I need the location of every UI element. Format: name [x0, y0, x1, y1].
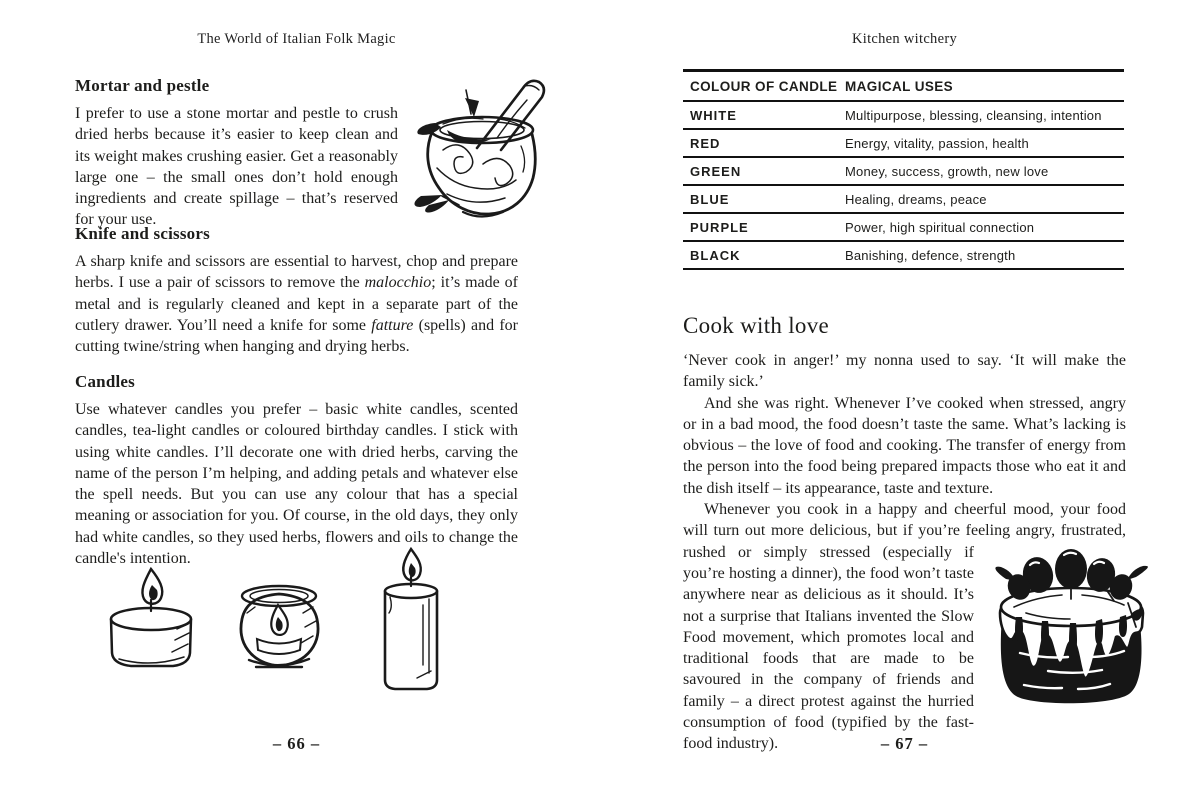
candle-colour: GREEN [690, 163, 742, 179]
magical-uses: Power, high spiritual connection [845, 219, 1035, 235]
table-row [683, 214, 1124, 242]
candle-colour: PURPLE [690, 219, 749, 235]
page-number: – 67 – [880, 734, 929, 753]
section-knife-and-scissors [75, 224, 518, 357]
left-page [75, 0, 518, 788]
section-heading: Mortar and pestle [75, 76, 210, 95]
candle-colour: BLACK [690, 247, 741, 263]
section-heading: Candles [75, 372, 135, 391]
cook-with-love-body [683, 350, 1126, 755]
magical-uses: Energy, vitality, passion, health [845, 135, 1029, 151]
table-row [683, 242, 1124, 270]
section-body: Use whatever candles you prefer – basic white candles, scented candles, tea-light candles or coloured birthday candles. I stick with using white candles. I’ll decorate one with dried herbs, carving the name of the person I’m helping, and adding petals and whatever else the spell needs. But you can use any colour that has a special meaning or association for you. Of course, in the old days, they only had white candles, so they used herbs, flowers and oils to change the candle's intention. [75, 401, 518, 568]
candle-colour: WHITE [690, 107, 737, 123]
candle-colour: BLUE [690, 191, 730, 207]
paragraph: ‘Never cook in anger!’ my nonna used to say. ‘It will make the family sick.’ [683, 352, 1126, 391]
candles-illustration [89, 543, 467, 703]
mortar-and-pestle-illustration [413, 68, 555, 220]
section-candles [75, 372, 518, 569]
chapter-section-heading: Cook with love [683, 313, 830, 338]
table-row [683, 186, 1124, 214]
candle-colour-table [683, 69, 1124, 270]
paragraph: And she was right. Whenever I’ve cooked when stressed, angry or in a bad mood, the food doesn’t taste the same. What’s lacking is obvious – the love of food and cooking. The transfer of energy from the person into the food being prepared impacts those who eat it and the dish itself – its appearance, taste and texture. [683, 394, 1126, 497]
magical-uses: Multipurpose, blessing, cleansing, intention [845, 107, 1102, 123]
table-header-colour: COLOUR OF CANDLE [690, 78, 838, 94]
section-heading: Knife and scissors [75, 224, 210, 243]
magical-uses: Banishing, defence, strength [845, 247, 1016, 263]
paragraph: Whenever you cook in a happy and cheerful mood, your food will turn out more delicious, but if you’re feeling angry, frustrated, rushed or simply stressed (especially if you’re hosting a dinner), the food won’t taste anywhere near as delicious as it should. It’s not a surprise that Italians invented the Slow Food movement, which promotes local and traditional foods that are made to be savoured in the company of friends and family – a direct protest against the hurried consumption of food (typified by the fast-food industry). [683, 499, 1126, 755]
section-body: I prefer to use a stone mortar and pestle to crush dried herbs because it’s easier to keep clean and its weight makes crushing easier. Get a reasonably large one – the small ones don’t hold enough ingredients and create spillage – that’s reserved for your use. [75, 105, 398, 229]
table-header-row [683, 72, 1124, 102]
table-row [683, 130, 1124, 158]
cake-illustration [986, 537, 1158, 719]
table-row [683, 158, 1124, 186]
running-head-right: Kitchen witchery [851, 31, 958, 47]
cake-illustration-wrap [986, 545, 1126, 723]
right-page [683, 0, 1126, 788]
page-number: – 66 – [272, 734, 321, 753]
table-header-uses: MAGICAL USES [845, 78, 954, 94]
running-head-left: The World of Italian Folk Magic [197, 31, 396, 47]
magical-uses: Healing, dreams, peace [845, 191, 987, 207]
magical-uses: Money, success, growth, new love [845, 163, 1049, 179]
candle-colour: RED [690, 135, 721, 151]
italic-term: malocchio [364, 274, 432, 292]
section-body: A sharp knife and scissors are essential to harvest, chop and prepare herbs. I use a pair of scissors to remove the malocchio; it’s made of metal and is regularly cleaned and kept in a separate part of the cutlery drawer. You’ll need a knife for some fatture (spells) and for cutting twine/string when hanging and drying herbs. [75, 253, 518, 356]
table-row [683, 102, 1124, 130]
italic-term: fatture [371, 316, 414, 334]
